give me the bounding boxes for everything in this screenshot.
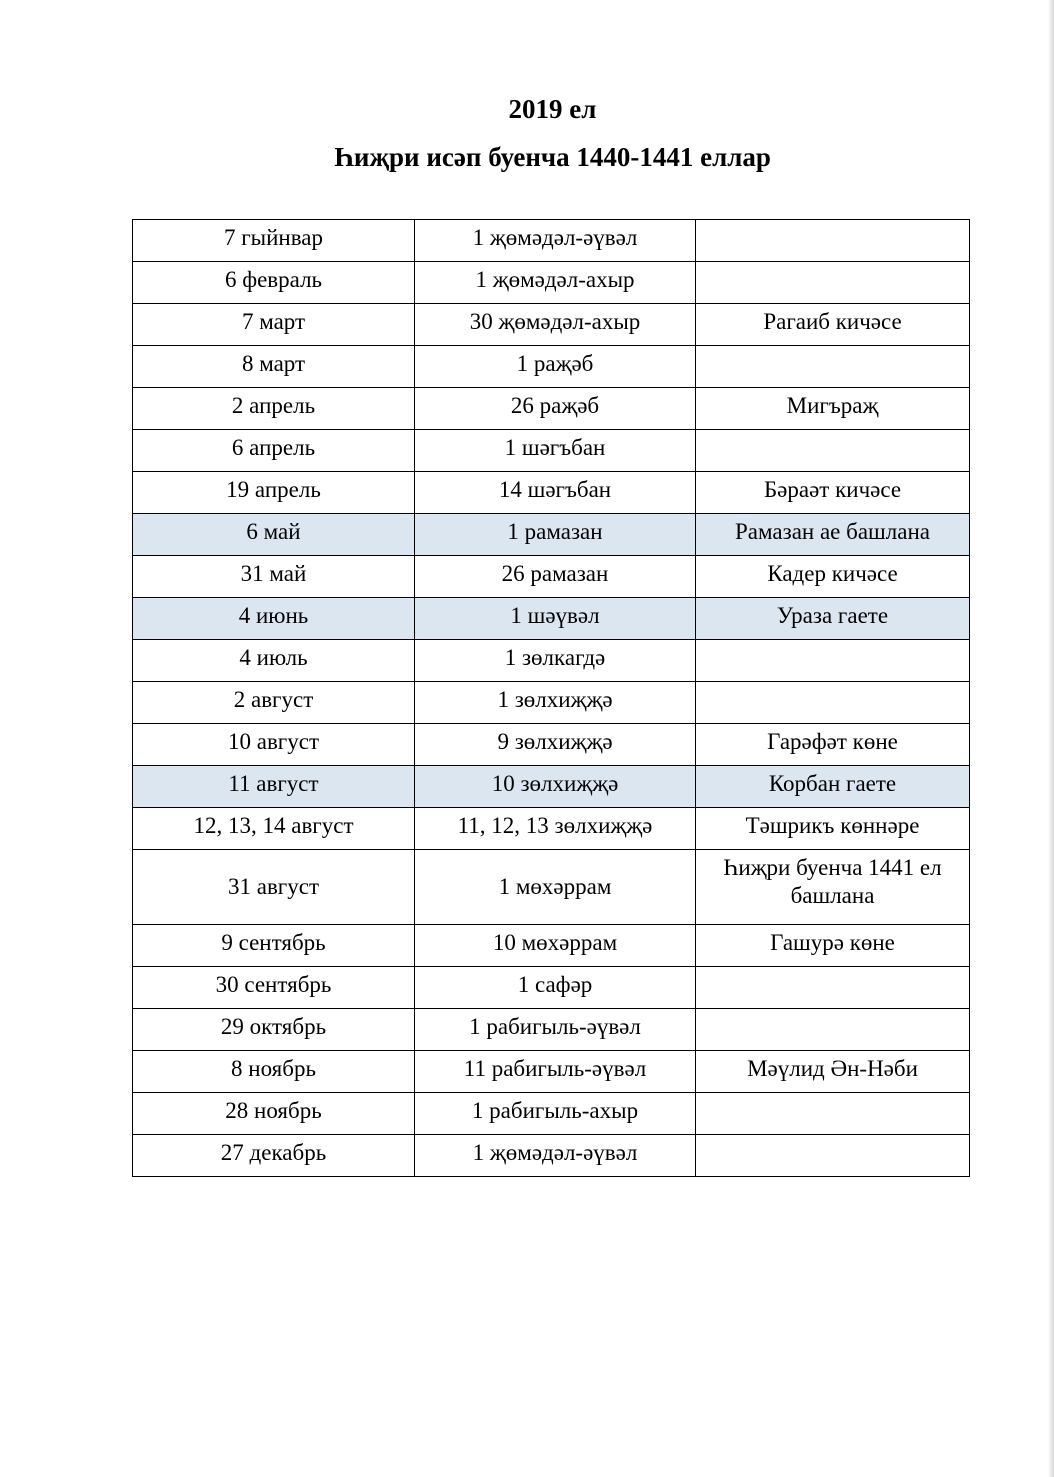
- hijri-date-cell: 1 шәгъбан: [415, 430, 696, 472]
- hijri-date-cell: 1 раҗәб: [415, 346, 696, 388]
- hijri-date-cell: 1 рамазан: [415, 514, 696, 556]
- gregorian-date-cell: 31 май: [133, 556, 415, 598]
- table-row: [133, 967, 970, 1009]
- gregorian-date-cell: 28 ноябрь: [133, 1093, 415, 1135]
- gregorian-date-cell: 27 декабрь: [133, 1135, 415, 1177]
- hijri-date-cell: 11, 12, 13 зөлхиҗҗә: [415, 808, 696, 850]
- hijri-date-cell: 1 җөмәдәл-ахыр: [415, 262, 696, 304]
- table-row: [133, 430, 970, 472]
- hijri-date-cell: 10 мөхәррам: [415, 925, 696, 967]
- event-cell: Һиҗри буенча 1441 ел башлана: [696, 850, 970, 925]
- table-row: [133, 1009, 970, 1051]
- event-cell: Ураза гаете: [696, 598, 970, 640]
- event-cell: Мәүлид Ән-Нәби: [696, 1051, 970, 1093]
- hijri-date-cell: 30 җөмәдәл-ахыр: [415, 304, 696, 346]
- hijri-date-cell: 1 мөхәррам: [415, 850, 696, 925]
- event-cell: Рамазан ае башлана: [696, 514, 970, 556]
- table-row: [133, 220, 970, 262]
- page-subtitle: Һиҗри исәп буенча 1440-1441 еллар: [334, 142, 771, 172]
- hijri-date-cell: 1 җөмәдәл-әүвәл: [415, 1135, 696, 1177]
- gregorian-date-cell: 8 ноябрь: [133, 1051, 415, 1093]
- event-cell: [696, 640, 970, 682]
- event-cell: Рагаиб кичәсе: [696, 304, 970, 346]
- gregorian-date-cell: 31 август: [133, 850, 415, 925]
- gregorian-date-cell: 9 сентябрь: [133, 925, 415, 967]
- table-row: [133, 346, 970, 388]
- table-row-highlighted: [133, 766, 970, 808]
- event-cell: Корбан гаете: [696, 766, 970, 808]
- gregorian-date-cell: 6 апрель: [133, 430, 415, 472]
- hijri-date-cell: 11 рабигыль-әүвәл: [415, 1051, 696, 1093]
- hijri-date-cell: 14 шәгъбан: [415, 472, 696, 514]
- gregorian-date-cell: 29 октябрь: [133, 1009, 415, 1051]
- event-cell: [696, 967, 970, 1009]
- event-cell: [696, 220, 970, 262]
- event-cell: [696, 682, 970, 724]
- hijri-date-cell: 10 зөлхиҗҗә: [415, 766, 696, 808]
- table-row: [133, 1093, 970, 1135]
- calendar-table: [132, 219, 970, 1177]
- table-row: [133, 925, 970, 967]
- event-cell: [696, 346, 970, 388]
- gregorian-date-cell: 2 август: [133, 682, 415, 724]
- gregorian-date-cell: 4 июль: [133, 640, 415, 682]
- table-row-highlighted: [133, 598, 970, 640]
- event-cell: Мигъраҗ: [696, 388, 970, 430]
- table-row: [133, 388, 970, 430]
- gregorian-date-cell: 8 март: [133, 346, 415, 388]
- event-cell: Тәшрикъ көннәре: [696, 808, 970, 850]
- table-row: [133, 1051, 970, 1093]
- gregorian-date-cell: 2 апрель: [133, 388, 415, 430]
- hijri-date-cell: 1 җөмәдәл-әүвәл: [415, 220, 696, 262]
- gregorian-date-cell: 7 март: [133, 304, 415, 346]
- table-row: [133, 556, 970, 598]
- table-row: [133, 262, 970, 304]
- event-cell: [696, 262, 970, 304]
- table-row: [133, 850, 970, 925]
- event-cell: Гашурә көне: [696, 925, 970, 967]
- gregorian-date-cell: 7 гыйнвар: [133, 220, 415, 262]
- gregorian-date-cell: 10 август: [133, 724, 415, 766]
- table-row: [133, 304, 970, 346]
- gregorian-date-cell: 19 апрель: [133, 472, 415, 514]
- table-row: [133, 640, 970, 682]
- hijri-date-cell: 1 сафәр: [415, 967, 696, 1009]
- event-cell: [696, 1093, 970, 1135]
- event-cell: [696, 1135, 970, 1177]
- event-cell: Бәраәт кичәсе: [696, 472, 970, 514]
- hijri-date-cell: 26 рамазан: [415, 556, 696, 598]
- event-cell: [696, 430, 970, 472]
- event-cell: Кадер кичәсе: [696, 556, 970, 598]
- gregorian-date-cell: 30 сентябрь: [133, 967, 415, 1009]
- hijri-date-cell: 26 раҗәб: [415, 388, 696, 430]
- table-row: [133, 808, 970, 850]
- hijri-date-cell: 1 шәүвәл: [415, 598, 696, 640]
- event-cell: [696, 1009, 970, 1051]
- table-row: [133, 682, 970, 724]
- hijri-date-cell: 1 рабигыль-әүвәл: [415, 1009, 696, 1051]
- table-row: [133, 472, 970, 514]
- gregorian-date-cell: 12, 13, 14 август: [133, 808, 415, 850]
- gregorian-date-cell: 4 июнь: [133, 598, 415, 640]
- hijri-date-cell: 9 зөлхиҗҗә: [415, 724, 696, 766]
- gregorian-date-cell: 6 февраль: [133, 262, 415, 304]
- hijri-date-cell: 1 зөлхиҗҗә: [415, 682, 696, 724]
- table-row: [133, 1135, 970, 1177]
- hijri-date-cell: 1 зөлкагдә: [415, 640, 696, 682]
- gregorian-date-cell: 6 май: [133, 514, 415, 556]
- event-cell: Гарәфәт көне: [696, 724, 970, 766]
- table-row-highlighted: [133, 514, 970, 556]
- page-edge-shadow: [1048, 0, 1054, 1477]
- hijri-date-cell: 1 рабигыль-ахыр: [415, 1093, 696, 1135]
- table-row: [133, 724, 970, 766]
- gregorian-date-cell: 11 август: [133, 766, 415, 808]
- page-title: 2019 ел: [508, 94, 597, 124]
